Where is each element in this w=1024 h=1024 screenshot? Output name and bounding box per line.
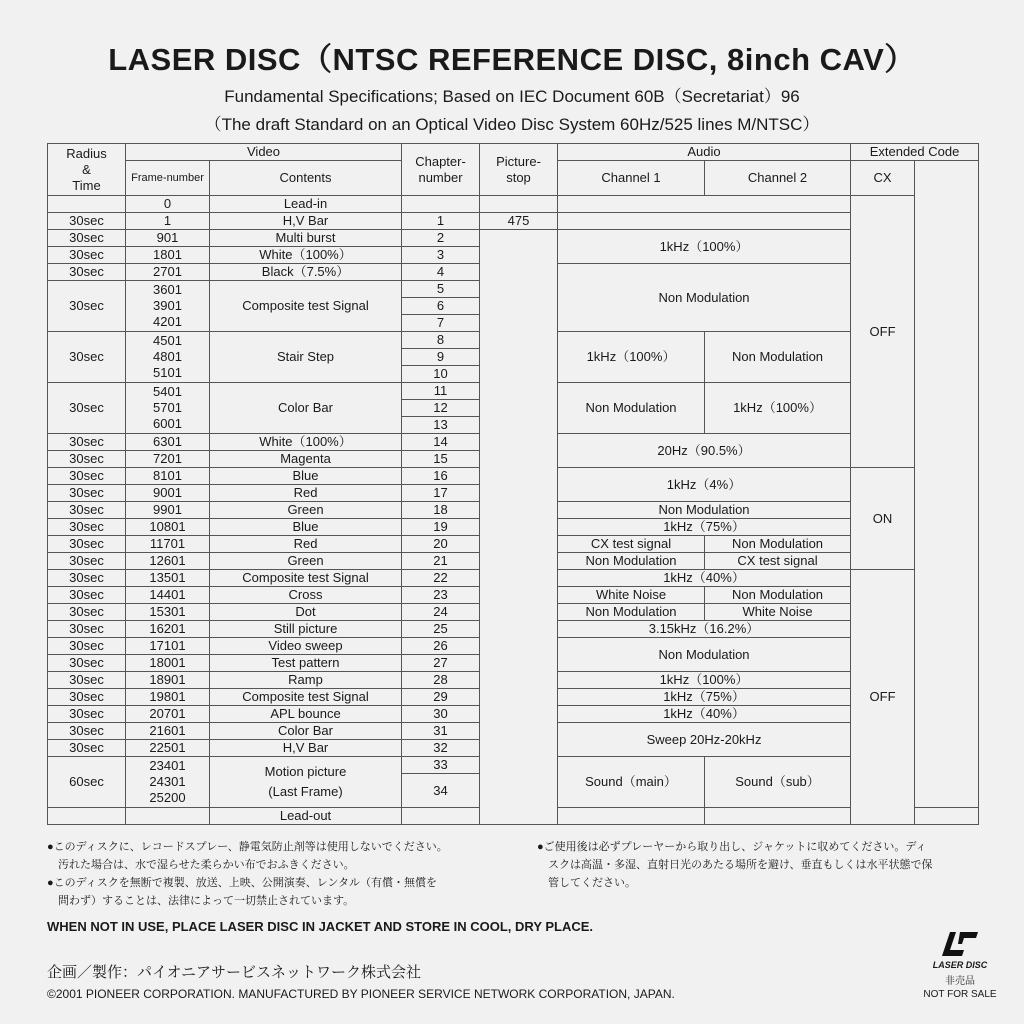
table-cell: 1kHz（75%） [558, 689, 851, 706]
table-cell: 21601 [126, 723, 210, 740]
storage-warning: WHEN NOT IN USE, PLACE LASER DISC IN JACKET AND STORE IN COOL, DRY PLACE. [47, 919, 594, 934]
cell-text: Picture- [496, 153, 541, 169]
table-row [48, 230, 979, 247]
table-cell: 1kHz（75%） [558, 519, 851, 536]
table-cell: 7 [402, 315, 480, 332]
table-cell: White（100%） [210, 247, 402, 264]
table-cell: Multi burst [210, 230, 402, 247]
table-cell: 30sec [48, 383, 126, 434]
table-row [48, 196, 979, 213]
table-cell: 1 [402, 213, 480, 230]
table-cell: 20701 [126, 706, 210, 723]
table-cell: Still picture [210, 621, 402, 638]
table-cell: 30sec [48, 213, 126, 230]
table-cell: 25 [402, 621, 480, 638]
table-cell: Sound（main） [558, 757, 705, 808]
channel1-header: Channel 1 [558, 161, 705, 196]
table-cell: 34 [402, 774, 480, 808]
table-cell: 30 [402, 706, 480, 723]
table-cell: 1801 [126, 247, 210, 264]
table-cell: 30sec [48, 434, 126, 451]
page-subtitle-draft: （The draft Standard on an Optical Video Disc System 60Hz/525 lines M/NTSC） [204, 115, 820, 134]
table-cell: 27 [402, 655, 480, 672]
table-cell [480, 196, 558, 213]
table-cell: White Noise [558, 587, 705, 604]
cell-text: number [418, 169, 463, 185]
cell-text: Radius [66, 145, 107, 161]
channel2-header: Channel 2 [705, 161, 851, 196]
table-cell: 8101 [126, 468, 210, 485]
table-cell [705, 808, 915, 825]
table-cell: Non Modulation [558, 264, 851, 332]
table-cell: 901 [126, 230, 210, 247]
table-cell: 1kHz（4%） [558, 468, 851, 502]
table-cell: 17101 [126, 638, 210, 655]
table-cell: 60sec [48, 757, 126, 808]
frame-number-header: Frame-number [126, 161, 210, 196]
table-cell: 30sec [48, 332, 126, 383]
cell-text: 25200 [149, 790, 186, 805]
table-cell: Composite test Signal [210, 689, 402, 706]
table-cell: 30sec [48, 706, 126, 723]
cell-text: 5701 [153, 400, 182, 415]
table-cell: Ramp [210, 672, 402, 689]
table-cell: 11 [402, 383, 480, 400]
table-cell: Color Bar [210, 723, 402, 740]
table-cell: Dot [210, 604, 402, 621]
table-cell: Lead-in [210, 196, 402, 213]
table-cell: CX test signal [705, 553, 851, 570]
table-cell: 30sec [48, 247, 126, 264]
table-cell: 20 [402, 536, 480, 553]
table-cell: 4 [402, 264, 480, 281]
table-cell [558, 196, 851, 213]
table-cell [48, 808, 126, 825]
table-cell: 9001 [126, 485, 210, 502]
table-cell: Green [210, 553, 402, 570]
table-cell: Non Modulation [558, 383, 705, 434]
table-cell: Red [210, 485, 402, 502]
cell-text: 23401 [149, 758, 186, 773]
table-cell: 5 [402, 281, 480, 298]
table-cell: Non Modulation [705, 536, 851, 553]
table-cell: 10801 [126, 519, 210, 536]
table-cell: 30sec [48, 230, 126, 247]
table-cell [915, 808, 979, 825]
radius-time-header [48, 144, 126, 196]
cell-text: 4501 [153, 333, 182, 348]
table-cell: 30sec [48, 451, 126, 468]
table-cell: APL bounce [210, 706, 402, 723]
table-cell: 2701 [126, 264, 210, 281]
table-cell: 16 [402, 468, 480, 485]
table-cell: Red [210, 536, 402, 553]
table-cell: 30sec [48, 655, 126, 672]
table-cell: 1kHz（100%） [558, 332, 705, 383]
cx-on-cell: ON [851, 468, 915, 570]
table-cell: H,V Bar [210, 740, 402, 757]
table-cell: Blue [210, 468, 402, 485]
table-cell [126, 281, 210, 332]
table-cell: 19801 [126, 689, 210, 706]
table-cell: 3.15kHz（16.2%） [558, 621, 851, 638]
table-cell: 30sec [48, 672, 126, 689]
cell-text: & [82, 161, 91, 177]
table-cell [126, 757, 210, 808]
cell-text: 4201 [153, 314, 182, 329]
cell-text: stop [506, 169, 531, 185]
page-title: LASER DISC（NTSC REFERENCE DISC, 8inch CAV） [108, 42, 916, 77]
table-cell: 24 [402, 604, 480, 621]
table-cell: 31 [402, 723, 480, 740]
table-cell [126, 808, 210, 825]
table-cell: 6 [402, 298, 480, 315]
table-cell [402, 808, 480, 825]
table-cell [402, 196, 480, 213]
table-cell: 6301 [126, 434, 210, 451]
table-cell: H,V Bar [210, 213, 402, 230]
table-cell: Green [210, 502, 402, 519]
laserdisc-logo: LASER DISC 非売品 NOT FOR SALE [920, 930, 1000, 1000]
spec-table [47, 143, 979, 825]
table-cell: 30sec [48, 468, 126, 485]
table-cell: 0 [126, 196, 210, 213]
table-cell: 30sec [48, 689, 126, 706]
table-cell: 30sec [48, 502, 126, 519]
cx-off-cell: OFF [851, 196, 915, 468]
table-cell: 13 [402, 417, 480, 434]
table-cell [558, 808, 705, 825]
table-cell [480, 230, 558, 825]
table-cell [558, 213, 851, 230]
table-cell: Color Bar [210, 383, 402, 434]
cell-text: 24301 [149, 774, 186, 789]
table-cell: 30sec [48, 587, 126, 604]
table-cell: Cross [210, 587, 402, 604]
table-row [48, 213, 979, 230]
cell-text: (Last Frame) [268, 784, 343, 799]
table-cell: 30sec [48, 519, 126, 536]
cell-text: 4801 [153, 349, 182, 364]
table-cell: 28 [402, 672, 480, 689]
table-cell: 30sec [48, 723, 126, 740]
production-credit: 企画／製作：パイオニアサービスネットワーク株式会社 [47, 964, 421, 981]
table-cell: Video sweep [210, 638, 402, 655]
extended-code-header: Extended Code [851, 144, 979, 161]
table-cell: 32 [402, 740, 480, 757]
table-cell: 18001 [126, 655, 210, 672]
chapter-header [402, 144, 480, 196]
table-cell: Composite test Signal [210, 281, 402, 332]
contents-header: Contents [210, 161, 402, 196]
table-cell: 9901 [126, 502, 210, 519]
table-cell: 30sec [48, 281, 126, 332]
table-cell: Blue [210, 519, 402, 536]
table-cell: Non Modulation [558, 502, 851, 519]
table-cell: 18 [402, 502, 480, 519]
table-cell: Sound（sub） [705, 757, 851, 808]
audio-header: Audio [558, 144, 851, 161]
table-cell: 26 [402, 638, 480, 655]
table-cell: 33 [402, 757, 480, 774]
table-cell: 11701 [126, 536, 210, 553]
table-cell: 14 [402, 434, 480, 451]
cx-header: CX [851, 161, 915, 196]
copyright-notice: ©2001 PIONEER CORPORATION. MANUFACTURED BY PIONEER SERVICE NETWORK CORPORATION, JAPAN. [47, 987, 675, 1001]
table-cell: 21 [402, 553, 480, 570]
table-cell: 9 [402, 349, 480, 366]
table-cell: 14401 [126, 587, 210, 604]
table-cell: 15 [402, 451, 480, 468]
cell-text: Chapter- [415, 153, 466, 169]
table-cell: Magenta [210, 451, 402, 468]
table-cell: White（100%） [210, 434, 402, 451]
cx-off-cell-2: OFF [851, 570, 915, 825]
table-cell: 3 [402, 247, 480, 264]
table-cell: 30sec [48, 740, 126, 757]
table-cell: 22501 [126, 740, 210, 757]
table-cell: 18901 [126, 672, 210, 689]
picture-stop-header [480, 144, 558, 196]
table-cell: 22 [402, 570, 480, 587]
table-cell: 19 [402, 519, 480, 536]
table-cell: 12601 [126, 553, 210, 570]
table-cell: 30sec [48, 485, 126, 502]
table-cell: Non Modulation [558, 553, 705, 570]
table-cell: 30sec [48, 604, 126, 621]
table-cell: Non Modulation [558, 604, 705, 621]
table-cell: CX test signal [558, 536, 705, 553]
table-cell: 30sec [48, 621, 126, 638]
table-cell [210, 757, 402, 808]
table-cell: 30sec [48, 264, 126, 281]
extended-code-blank [915, 161, 979, 808]
table-cell: 1kHz（100%） [705, 383, 851, 434]
table-cell: 1kHz（100%） [558, 230, 851, 264]
cell-text: 5401 [153, 384, 182, 399]
table-cell: 2 [402, 230, 480, 247]
table-cell: Non Modulation [558, 638, 851, 672]
table-cell: 1 [126, 213, 210, 230]
cell-text: 3901 [153, 298, 182, 313]
table-cell: 12 [402, 400, 480, 417]
table-cell: 23 [402, 587, 480, 604]
header-row [48, 144, 979, 161]
table-cell: 29 [402, 689, 480, 706]
cell-text: Motion picture [264, 764, 347, 779]
table-cell: 1kHz（40%） [558, 706, 851, 723]
table-cell: 15301 [126, 604, 210, 621]
table-cell: 30sec [48, 536, 126, 553]
table-cell: 30sec [48, 570, 126, 587]
table-cell: 17 [402, 485, 480, 502]
table-cell: 30sec [48, 553, 126, 570]
page-subtitle: Fundamental Specifications; Based on IEC Document 60B（Secretariat）96 [224, 87, 800, 106]
table-cell: Stair Step [210, 332, 402, 383]
table-cell: Test pattern [210, 655, 402, 672]
table-cell: 10 [402, 366, 480, 383]
cell-text: 3601 [153, 282, 182, 297]
table-cell: Composite test Signal [210, 570, 402, 587]
cell-text: 6001 [153, 416, 182, 431]
table-cell: Black（7.5%） [210, 264, 402, 281]
table-cell: Non Modulation [705, 332, 851, 383]
table-cell [126, 383, 210, 434]
table-cell: 475 [480, 213, 558, 230]
table-cell: Sweep 20Hz-20kHz [558, 723, 851, 757]
table-cell: 13501 [126, 570, 210, 587]
table-cell: 30sec [48, 638, 126, 655]
laserdisc-logo-icon [938, 930, 982, 958]
table-cell: 7201 [126, 451, 210, 468]
table-cell [126, 332, 210, 383]
table-cell [48, 196, 126, 213]
table-cell: 1kHz（100%） [558, 672, 851, 689]
table-cell: 20Hz（90.5%） [558, 434, 851, 468]
table-cell: White Noise [705, 604, 851, 621]
video-header: Video [126, 144, 402, 161]
table-cell: 16201 [126, 621, 210, 638]
table-cell: Lead-out [210, 808, 402, 825]
table-cell: Non Modulation [705, 587, 851, 604]
cell-text: Time [72, 177, 101, 193]
table-cell: 8 [402, 332, 480, 349]
cell-text: 5101 [153, 365, 182, 380]
table-cell: 1kHz（40%） [558, 570, 851, 587]
